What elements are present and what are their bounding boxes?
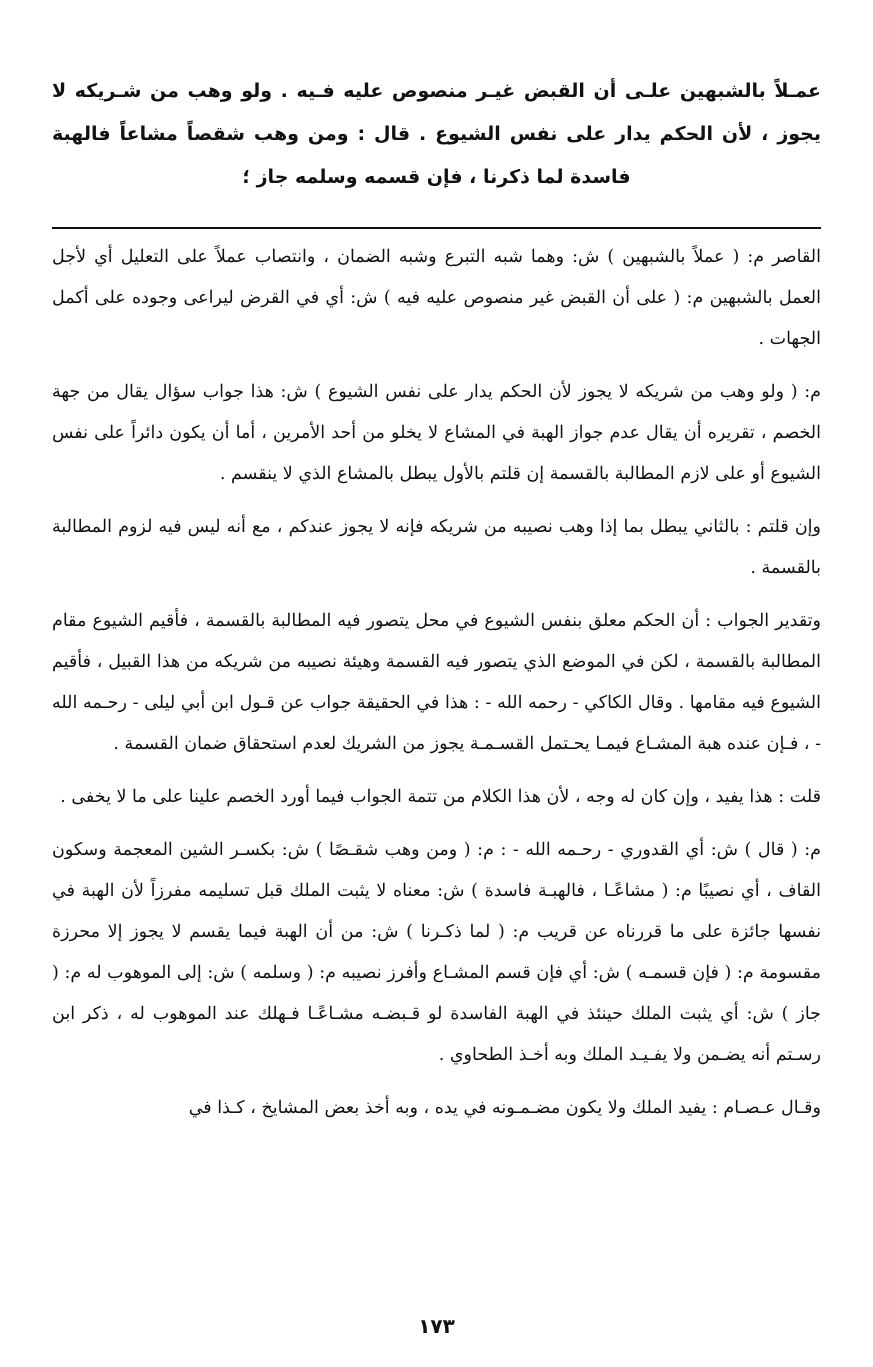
commentary-paragraph-1: القاصر م: ( عملاً بالشبهين ) ش: وهما شبه التبرع وشبه الضمان ، وانتصاب عملاً على التعليل أي لأجل العمل بالشبهين م: ( على أن القبض غير منصوص عليه فيه ) ش: أي في القرض ليراعى وجوده على أكمل الجهات .: [52, 247, 821, 349]
commentary-paragraph-2: م: ( ولو وهب من شريكه لا يجوز لأن الحكم يدار على نفس الشيوع ) ش: هذا جواب سؤال يقال من جهة الخصم ، تقريره أن يقال عدم جواز الهبة في المشاع لا يخلو من أحد الأمرين ، أما أن يكون دائراً على نفس الشيوع أو على لازم المطالبة بالقسمة إن قلتم بالأول يبطل بالمشاع الذي لا ينقسم .: [52, 382, 821, 484]
commentary-paragraph-6: م: ( قال ) ش: أي القدوري - رحـمه الله - : م: ( ومن وهب شقـصًا ) ش: بكسـر الشين المعجمة وسكون القاف ، أي نصيبًا م: ( مشاعًـا ، فالهبـة فاسدة ) ش: معناه لا يثبت الملك قبل تسليمه مفرزاً لأن الهبة في نفسها جائزة على ما قررناه عن قريب م: ( لما ذكـرنا ) ش: من أن الهبة فيما يقسم لا يجوز إلا محرزة مقسومة م: ( فإن قسمـه ) ش: أي فإن قسم المشـاع وأفرز نصيبه م: ( وسلمه ) ش: إلى الموهوب له م: ( جاز ) ش: أي يثبت الملك حينئذ في الهبة الفاسدة لو قـبضـه مشـاعًـا فـهلك عند الموهوب له ، ذكر ابن رسـتم أنه يضـمن ولا يفـيـد الملك وبه أخـذ الطحاوي .: [52, 840, 821, 1065]
commentary-paragraph-7: وقـال عـصـام : يفيد الملك ولا يكون مضـمـونه في يده ، وبه أخذ بعض المشايخ ، كـذا في: [188, 1098, 821, 1118]
page-number: ١٧٣: [418, 1314, 455, 1338]
separator-rule: [52, 227, 821, 229]
commentary-paragraph-4: وتقدير الجواب : أن الحكم معلق بنفس الشيوع في محل يتصور فيه المطالبة بالقسمة ، فأقيم الشيوع مقام المطالبة بالقسمة ، لكن في الموضع الذي يتصور فيه القسمة وهيئة نصيبه من شريكه من هذا القبيل ، فأقيم الشيوع فيه مقامها . وقال الكاكي - رحمه الله - : هذا في الحقيقة جواب عن قـول ابن أبي ليلى - رحـمه الله - ، فـإن عنده هبة المشـاع فيمـا يحـتمل القسـمـة يجوز من الشريك لعدم استحقاق ضمان القسمة .: [52, 611, 821, 754]
matn-text: عمـلاً بالشبهين علـى أن القبض غيـر منصوص عليه فـيه . ولو وهب من شـريكه لا يجوز ، لأن الحكم يدار على نفس الشيوع . قال : ومن وهب شقصاً مشاعاً فالهبة فاسدة لما ذكرنا ، فإن قسمه وسلمه جاز ؛: [52, 80, 821, 188]
commentary-paragraph-5: قلت : هذا يفيد ، وإن كان له وجه ، لأن هذا الكلام من تتمة الجواب فيما أورد الخصم علينا على ما لا يخفى .: [60, 787, 821, 807]
commentary-paragraph-3: وإن قلتم : بالثاني يبطل بما إذا وهب نصيبه من شريكه فإنه لا يجوز عندكم ، مع أنه ليس فيه لزوم المطالبة بالقسمة .: [52, 517, 821, 578]
book-page: [52, 70, 821, 1367]
commentary-section: [52, 237, 821, 1129]
